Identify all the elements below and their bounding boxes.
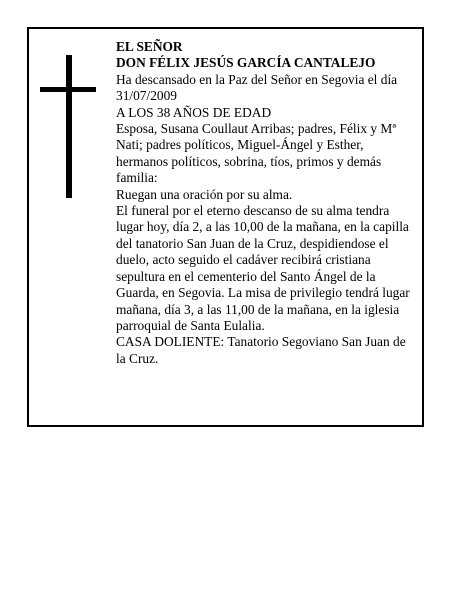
age-line: A LOS 38 AÑOS DE EDAD [116,104,272,120]
cross-vertical-bar [66,55,72,198]
cross-horizontal-bar [40,87,96,92]
notice-text [116,39,418,367]
obituary-notice [27,27,424,427]
deceased-name: DON FÉLIX JESÚS GARCÍA CANTALEJO [116,55,376,71]
title-line-1: EL SEÑOR [116,39,183,54]
prayer-line: Ruegan una oración por su alma. [116,186,293,202]
casa-doliente: CASA DOLIENTE: Tanatorio Segoviano San Juan de la Cruz. [116,334,406,366]
funeral-details: El funeral por el eterno descanso de su alma tendra lugar hoy, día 2, a las 10,00 de la mañana, en la capilla del tanatorio San Juan de la Cruz, despidiendose el duelo, acto seguido el cadáver recibirá cristiana sepultura en el cementerio del Santo Ángel de la Guarda, en Segovia. La misa de privilegio tendrá lugar mañana, día 3, a las 11,00 de la mañana, en la iglesia parroquial de Santa Eulalia. [116,203,410,333]
death-info: Ha descansado en la Paz del Señor en Segovia el día 31/07/2009 [116,71,398,104]
family-list: Esposa, Susana Coullaut Arribas; padres, Félix y Mª Nati; padres políticos, Miguel-Ángel y Esther, hermanos políticos, sobrina, tíos, primos y demás familia: [116,121,397,186]
